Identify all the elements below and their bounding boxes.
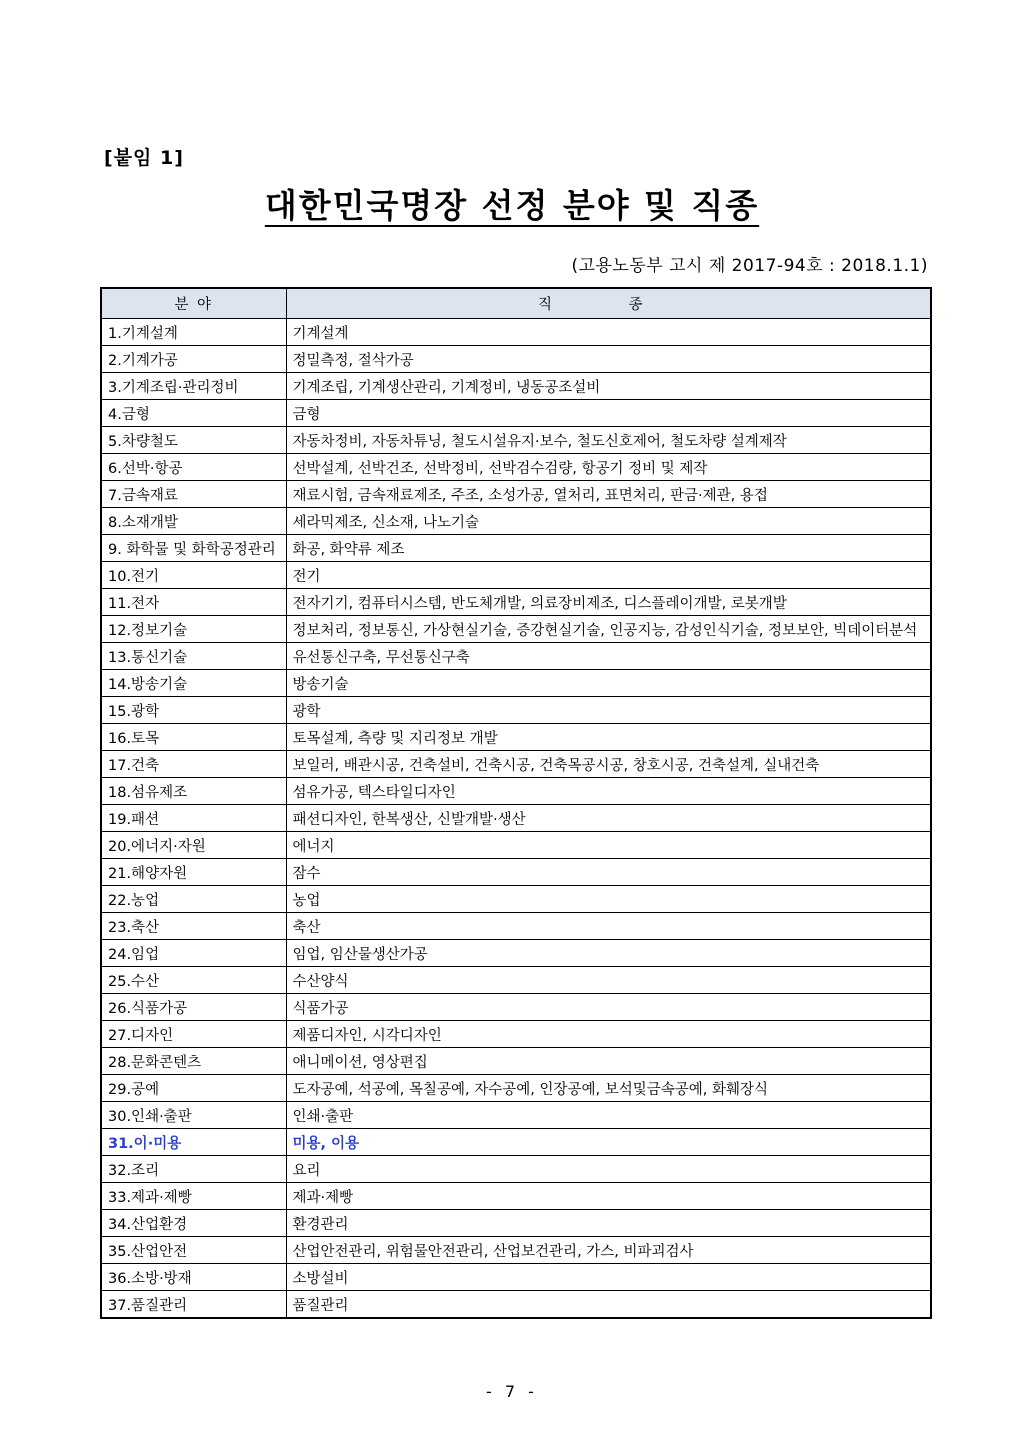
table-row (101, 724, 931, 751)
jobs-cell: 기계조립, 기계생산관리, 기계정비, 냉동공조설비 (286, 373, 931, 400)
jobs-cell: 전기 (286, 562, 931, 589)
field-cell: 24.임업 (101, 940, 286, 967)
field-cell: 10.전기 (101, 562, 286, 589)
jobs-cell: 소방설비 (286, 1264, 931, 1291)
field-cell: 3.기계조립·관리정비 (101, 373, 286, 400)
field-cell: 7.금속재료 (101, 481, 286, 508)
jobs-cell: 재료시험, 금속재료제조, 주조, 소성가공, 열처리, 표면처리, 판금·제관, 용접 (286, 481, 931, 508)
table-row (101, 751, 931, 778)
jobs-cell: 인쇄·출판 (286, 1102, 931, 1129)
jobs-cell: 전자기기, 컴퓨터시스템, 반도체개발, 의료장비제조, 디스플레이개발, 로봇개발 (286, 589, 931, 616)
jobs-cell: 에너지 (286, 832, 931, 859)
table-row (101, 913, 931, 940)
jobs-cell: 화공, 화약류 제조 (286, 535, 931, 562)
table-body (101, 319, 931, 1319)
field-cell: 17.건축 (101, 751, 286, 778)
table-row (101, 616, 931, 643)
field-cell: 26.식품가공 (101, 994, 286, 1021)
jobs-cell: 정밀측정, 절삭가공 (286, 346, 931, 373)
jobs-cell: 품질관리 (286, 1291, 931, 1319)
jobs-cell: 토목설계, 측량 및 지리정보 개발 (286, 724, 931, 751)
field-cell: 6.선박·항공 (101, 454, 286, 481)
jobs-cell: 농업 (286, 886, 931, 913)
jobs-cell: 제품디자인, 시각디자인 (286, 1021, 931, 1048)
field-cell: 16.토목 (101, 724, 286, 751)
field-cell: 29.공예 (101, 1075, 286, 1102)
field-cell: 5.차량철도 (101, 427, 286, 454)
jobs-cell: 자동차정비, 자동차튜닝, 철도시설유지·보수, 철도신호제어, 철도차량 설계제작 (286, 427, 931, 454)
table-row (101, 697, 931, 724)
table-row (101, 967, 931, 994)
field-cell: 28.문화콘텐츠 (101, 1048, 286, 1075)
table-row (101, 643, 931, 670)
table-row (101, 1183, 931, 1210)
table-row (101, 319, 931, 346)
jobs-cell: 제과·제빵 (286, 1183, 931, 1210)
table-row (101, 1210, 931, 1237)
field-cell: 8.소재개발 (101, 508, 286, 535)
header-field: 분 야 (101, 288, 286, 319)
jobs-cell: 애니메이션, 영상편집 (286, 1048, 931, 1075)
jobs-cell: 선박설계, 선박건조, 선박정비, 선박검수검량, 항공기 정비 및 제작 (286, 454, 931, 481)
table-row (101, 670, 931, 697)
field-cell: 22.농업 (101, 886, 286, 913)
jobs-cell: 방송기술 (286, 670, 931, 697)
field-cell: 11.전자 (101, 589, 286, 616)
jobs-cell: 세라믹제조, 신소재, 나노기술 (286, 508, 931, 535)
field-cell: 37.품질관리 (101, 1291, 286, 1319)
field-cell: 31.이·미용 (101, 1129, 286, 1156)
table-row (101, 886, 931, 913)
jobs-cell: 요리 (286, 1156, 931, 1183)
jobs-cell: 정보처리, 정보통신, 가상현실기술, 증강현실기술, 인공지능, 감성인식기술, 정보보안, 빅데이터분석 (286, 616, 931, 643)
jobs-cell: 금형 (286, 400, 931, 427)
table-row (101, 1129, 931, 1156)
table-row (101, 1075, 931, 1102)
table-row (101, 427, 931, 454)
table-row (101, 1048, 931, 1075)
jobs-cell: 유선통신구축, 무선통신구축 (286, 643, 931, 670)
page-number: - 7 - (486, 1382, 538, 1401)
field-cell: 30.인쇄·출판 (101, 1102, 286, 1129)
field-cell: 18.섬유제조 (101, 778, 286, 805)
field-cell: 25.수산 (101, 967, 286, 994)
field-cell: 23.축산 (101, 913, 286, 940)
field-cell: 35.산업안전 (101, 1237, 286, 1264)
jobs-cell: 식품가공 (286, 994, 931, 1021)
table-row (101, 1021, 931, 1048)
field-cell: 21.해양자원 (101, 859, 286, 886)
jobs-cell: 패션디자인, 한복생산, 신발개발·생산 (286, 805, 931, 832)
document-title-text: 대한민국명장 선정 분야 및 직종 (264, 186, 760, 225)
field-cell: 32.조리 (101, 1156, 286, 1183)
field-cell: 2.기계가공 (101, 346, 286, 373)
field-cell: 15.광학 (101, 697, 286, 724)
table-row (101, 1264, 931, 1291)
table-row (101, 805, 931, 832)
table-row (101, 994, 931, 1021)
jobs-cell: 미용, 이용 (286, 1129, 931, 1156)
field-cell: 4.금형 (101, 400, 286, 427)
jobs-cell: 잠수 (286, 859, 931, 886)
field-cell: 1.기계설계 (101, 319, 286, 346)
jobs-cell: 축산 (286, 913, 931, 940)
field-cell: 34.산업환경 (101, 1210, 286, 1237)
field-cell: 14.방송기술 (101, 670, 286, 697)
attachment-label: [붙임 1] (104, 147, 184, 169)
table-row (101, 481, 931, 508)
table-row (101, 454, 931, 481)
field-cell: 13.통신기술 (101, 643, 286, 670)
table-row (101, 1156, 931, 1183)
jobs-cell: 수산양식 (286, 967, 931, 994)
jobs-cell: 환경관리 (286, 1210, 931, 1237)
field-cell: 12.정보기술 (101, 616, 286, 643)
table-row (101, 400, 931, 427)
jobs-cell: 산업안전관리, 위험물안전관리, 산업보건관리, 가스, 비파괴검사 (286, 1237, 931, 1264)
table-row (101, 535, 931, 562)
field-job-table (100, 287, 932, 1319)
field-cell: 20.에너지·자원 (101, 832, 286, 859)
jobs-cell: 도자공예, 석공예, 목칠공예, 자수공예, 인장공예, 보석및금속공예, 화훼장식 (286, 1075, 931, 1102)
table-row (101, 859, 931, 886)
field-cell: 19.패션 (101, 805, 286, 832)
jobs-cell: 광학 (286, 697, 931, 724)
field-cell: 33.제과·제빵 (101, 1183, 286, 1210)
table-row (101, 373, 931, 400)
jobs-cell: 보일러, 배관시공, 건축설비, 건축시공, 건축목공시공, 창호시공, 건축설계, 실내건축 (286, 751, 931, 778)
header-jobs: 직 종 (286, 288, 931, 319)
table-row (101, 832, 931, 859)
table-row (101, 778, 931, 805)
table-header-row (101, 288, 931, 319)
jobs-cell: 섬유가공, 텍스타일디자인 (286, 778, 931, 805)
field-cell: 9. 화학물 및 화학공정관리 (101, 535, 286, 562)
jobs-cell: 기계설계 (286, 319, 931, 346)
field-cell: 36.소방·방재 (101, 1264, 286, 1291)
table-row (101, 940, 931, 967)
field-cell: 27.디자인 (101, 1021, 286, 1048)
jobs-cell: 임업, 임산물생산가공 (286, 940, 931, 967)
table-row (101, 1237, 931, 1264)
table-row (101, 589, 931, 616)
table-row (101, 346, 931, 373)
table-row (101, 1291, 931, 1319)
notice-reference: (고용노동부 고시 제 2017-94호 : 2018.1.1) (571, 256, 928, 276)
table-row (101, 508, 931, 535)
table-row (101, 1102, 931, 1129)
table-row (101, 562, 931, 589)
document-title (0, 180, 1024, 227)
